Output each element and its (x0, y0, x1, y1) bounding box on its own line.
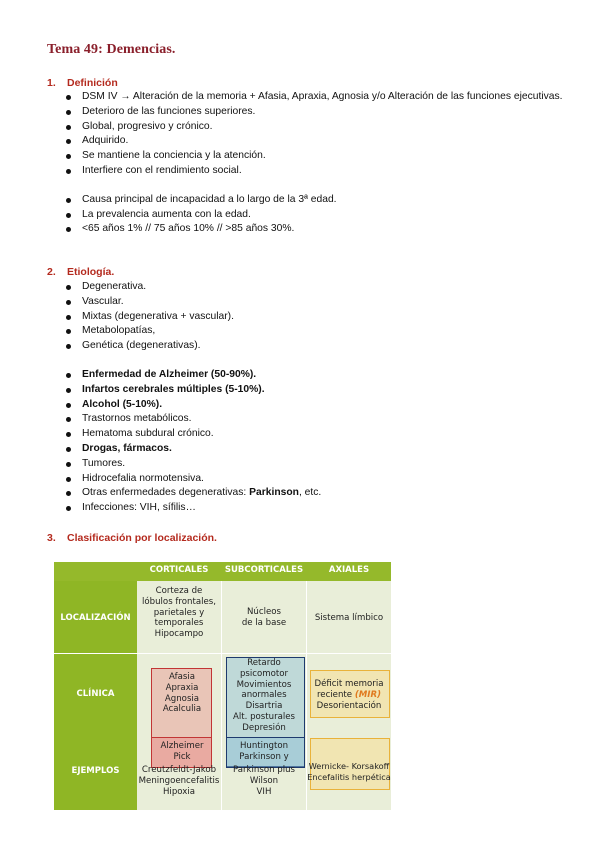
cell-clinica-corticales: Afasia Apraxia Agnosia Acalculia (162, 672, 202, 715)
section-title: Etiología. (67, 266, 115, 278)
list-item: Vascular. (66, 295, 566, 310)
cell-clinica-subcorticales: Retardo psicomotor Movimientos anormales Disartria Alt. posturales Depresión (232, 658, 296, 733)
row-label-ejemplos: EJEMPLOS (71, 766, 120, 776)
definicion-list (66, 90, 566, 237)
cell-ejemplos-axiales: Wernicke- Korsakoff Encefalitis herpética (307, 761, 391, 782)
list-item: Hematoma subdural crónico. (66, 427, 566, 442)
classification-table-figure (54, 562, 391, 810)
list-item-text: Otras enfermedades degenerativas: (82, 487, 250, 499)
list-item: Se mantiene la conciencia y la atención. (66, 149, 566, 164)
section-number: 1. (47, 77, 56, 89)
page-title: Tema 49: Demencias. (47, 42, 176, 57)
section-number: 2. (47, 266, 56, 278)
list-item: Global, progresivo y crónico. (66, 120, 566, 135)
cell-ejemplos-corticales-top: Alzheimer Pick (160, 741, 204, 762)
list-item: Metabolopatías, (66, 324, 566, 339)
column-header-corticales: CORTICALES (149, 565, 209, 575)
cell-localizacion-subcorticales: Núcleos de la base (241, 607, 287, 628)
section-heading-etiologia (47, 266, 114, 278)
clinica-axiales-text: Déficit memoria reciente (314, 679, 384, 700)
cell-localizacion-axiales: Sistema límbico (314, 613, 384, 623)
list-item: Adquirido. (66, 134, 566, 149)
section-number: 3. (47, 532, 56, 544)
list-item: <65 años 1% // 75 años 10% // >85 años 30%. (66, 222, 566, 237)
list-item: Alcohol (5-10%). (66, 398, 566, 413)
list-item: DSM IV → Alteración de la memoria + Afasia, Apraxia, Agnosia y/o Alteración de las funciones ejecutivas. (66, 90, 566, 105)
list-item (66, 486, 566, 501)
row-label-localizacion: LOCALIZACIÓN (60, 613, 131, 623)
mir-tag: (MIR) (354, 689, 382, 700)
section-title: Clasificación por localización. (67, 532, 217, 544)
list-item: Mixtas (degenerativa + vascular). (66, 310, 566, 325)
list-item: Hidrocefalia normotensiva. (66, 472, 566, 487)
section-title: Definición (67, 77, 118, 89)
row-divider (54, 653, 391, 654)
list-item: Infecciones: VIH, sífilis… (66, 501, 566, 516)
list-item: Interfiere con el rendimiento social. (66, 164, 566, 179)
list-item: Drogas, fármacos. (66, 442, 566, 457)
column-header-axiales: AXIALES (328, 565, 370, 575)
list-item-bold-text: Parkinson (249, 487, 299, 499)
list-item: Degenerativa. (66, 280, 566, 295)
row-label-clinica: CLÍNICA (76, 689, 115, 699)
clinica-axiales-text: Desorientación (316, 700, 382, 711)
cell-ejemplos-corticales-bottom: Creutzfeldt-Jakob Meningoencefalitis Hipoxia (138, 765, 220, 797)
cell-localizacion-corticales: Corteza de lóbulos frontales, parietales y temporales Hipocampo (142, 586, 216, 640)
list-item: Genética (degenerativas). (66, 339, 566, 354)
cell-ejemplos-subcorticales-top: Huntington Parkinson y (239, 741, 289, 762)
cell-ejemplos-subcorticales-bottom: Parkinson plus Wilson VIH (232, 765, 296, 797)
cell-clinica-axiales (307, 679, 391, 711)
list-item: Causa principal de incapacidad a lo largo de la 3ª edad. (66, 193, 566, 208)
etiologia-list (66, 280, 566, 516)
list-item: Enfermedad de Alzheimer (50-90%). (66, 368, 566, 383)
list-item: La prevalencia aumenta con la edad. (66, 208, 566, 223)
list-item-text: , etc. (298, 487, 322, 499)
list-item: Infartos cerebrales múltiples (5-10%). (66, 383, 566, 398)
list-item: Tumores. (66, 457, 566, 472)
list-item: Trastornos metabólicos. (66, 412, 566, 427)
section-heading-definicion (47, 77, 118, 89)
list-item: Deterioro de las funciones superiores. (66, 105, 566, 120)
section-heading-clasificacion (47, 532, 217, 544)
column-header-subcorticales: SUBCORTICALES (224, 565, 304, 575)
